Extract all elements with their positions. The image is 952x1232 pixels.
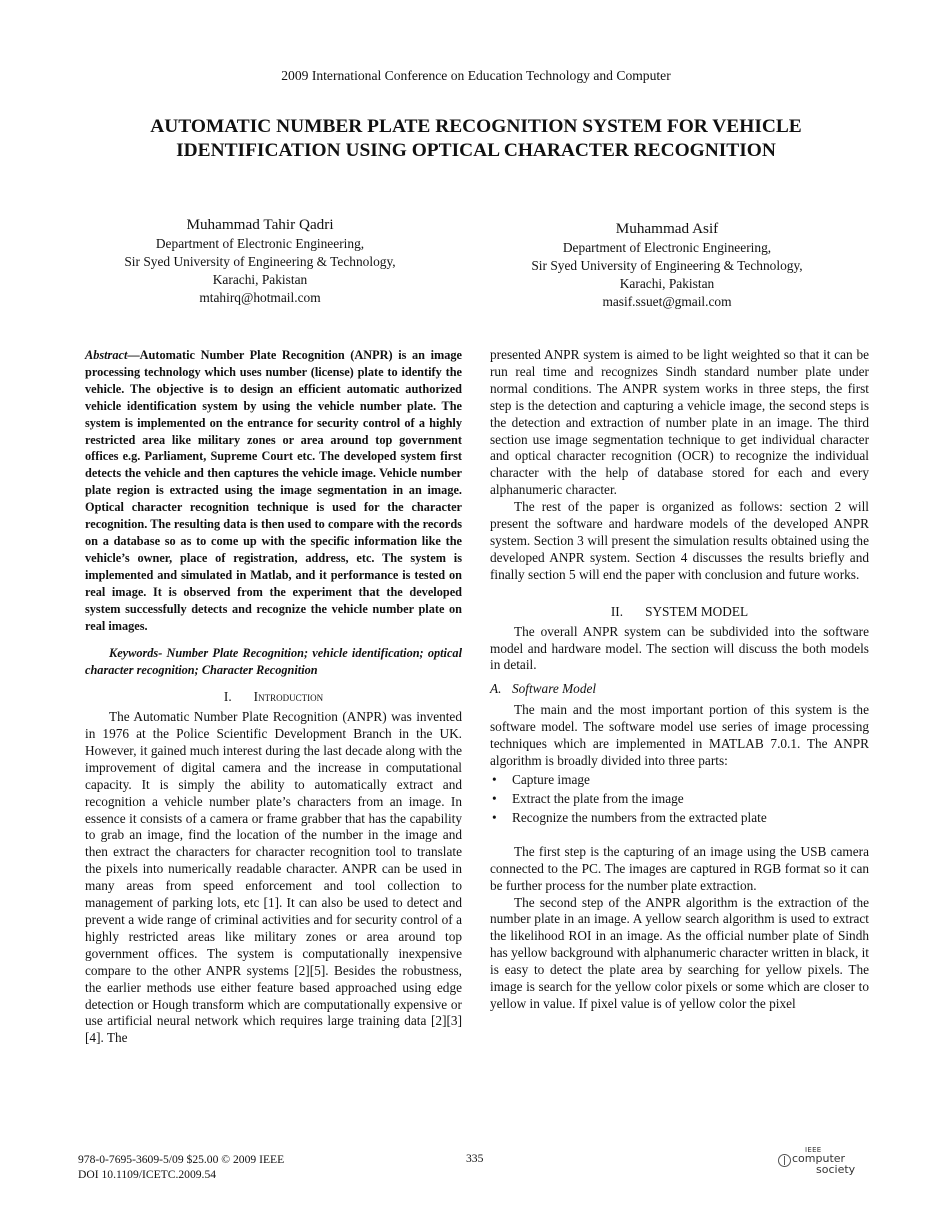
intro-paragraph-1-part-2: presented ANPR system is aimed to be light weighted so that it can be run real time and recognizes Sindh standard number plate under normal conditions. The ANPR system works in three steps, the first step is the detection and capturing a vehicle image, the second steps is the detection and extraction of number plate in an image. The third section use image segmentation technique to get individual character and optical character recognition (OCR) to recognize the individual character with the help of database stored for each and every alphanumeric character.: [490, 347, 869, 498]
author-university: Sir Syed University of Engineering & Technology,: [124, 254, 396, 269]
section-number: II.: [610, 603, 624, 619]
section-heading-introduction: [85, 689, 462, 706]
author-location: Karachi, Pakistan: [619, 276, 715, 291]
intro-paragraph-2: The rest of the paper is organized as follows: section 2 will present the software and hardware models of the developed ANPR system. Section 3 will present the simulation results obtained using the developed ANPR system. Section 4 discusses the results briefly and finally section 5 will end the paper with conclusion and future works.: [490, 499, 869, 582]
ieee-computer-society-logo: [778, 1146, 862, 1178]
footer-doi: DOI 10.1109/ICETC.2009.54: [78, 1168, 217, 1181]
abstract: [85, 347, 462, 634]
author-name: Muhammad Tahir Qadri: [186, 216, 334, 233]
footer-publication-info: [78, 1152, 284, 1182]
abstract-text: —Automatic Number Plate Recognition (ANPR) is an image processing technology which uses number (license) plate to identify the vehicle. The objective is to design an efficient automatic authorized vehicle identification system by using the vehicle number plate. The system is implemented on the entrance for security control of a highly restricted area like military zones or area around top government offices e.g. Parliament, Supreme Court etc. The developed system first detects the vehicle and then captures the vehicle image. Vehicle number plate region is extracted using the image segmentation in an image. Optical character recognition technique is used for the character recognition. The resulting data is then used to compare with the records on a database so as to come up with the specific information like the vehicle’s owner, place of registration, address, etc. The system is implemented and simulated in Matlab, and it performance is tested on real image. It is observed from the experiment that the developed system successfully detects and recognize the vehicle number plate on real images.: [85, 348, 462, 633]
spacer: [490, 827, 869, 844]
intro-paragraph-1-part-1: The Automatic Number Plate Recognition (ANPR) was invented in 1976 at the Police Scientific Development Branch in the UK. However, it gained much interest during the last decade along with the improvement of digital camera and the increase in computational capacity. It is simply the ability to automatically extract and recognition a vehicle number plate’s characters from an image. In essence it consists of a camera or frame grabber that has the capability to grab an image, find the location of the number in the image and then extract the characters for character recognition tool to translate the pixels into numerically readable character. ANPR can be used in many areas from speed enforcement and tool collection to management of parking lots, etc [1]. It can also be used to detect and prevent a wide range of criminal activities and for security control of a highly restricted areas like military zones or area around top government offices. The system is computationally inexpensive compare to the other ANPR systems [2][5]. Besides the robustness, the earlier methods use either feature based approached using edge detection or Hough transform which are computationally expensive or use artificial neural network which requires large training data [2][3][4]. The: [85, 709, 462, 1046]
subsection-title: Software Model: [512, 681, 597, 697]
section-heading-system-model: [490, 604, 869, 621]
right-column: [490, 347, 869, 1013]
subsection-number: A.: [490, 681, 502, 697]
paper-title: [60, 115, 892, 163]
software-model-paragraph-1: The main and the most important portion of this system is the software model. The software model use series of image processing techniques which are implemented in MATLAB 7.0.1. The ANPR algorithm is broadly divided into three parts:: [490, 702, 869, 768]
author-department: Department of Electronic Engineering,: [155, 236, 365, 251]
conference-header: 2009 International Conference on Education Technology and Computer: [281, 68, 671, 83]
paper-title-line-2: IDENTIFICATION USING OPTICAL CHARACTER RECOGNITION: [176, 140, 776, 161]
list-item: • Recognize the numbers from the extracted plate: [490, 808, 869, 827]
system-model-paragraph-1: The overall ANPR system can be subdivided into the software model and hardware model. The section will discuss the both models in detail.: [490, 623, 869, 673]
software-model-paragraph-2: The first step is the capturing of an image using the USB camera connected to the PC. The images are captured in RGB format so it can be further process for the number plate extraction.: [490, 843, 869, 893]
author-university: Sir Syed University of Engineering & Technology,: [531, 258, 803, 273]
author-email: mtahirq@hotmail.com: [199, 290, 321, 305]
author-email: masif.ssuet@gmail.com: [602, 294, 732, 309]
section-title: SYSTEM MODEL: [645, 603, 749, 619]
logo-line-3: society: [816, 1163, 856, 1176]
abstract-label: Abstract: [85, 348, 128, 362]
algorithm-steps-list: [490, 770, 869, 827]
left-column: [85, 347, 462, 1047]
author-department: Department of Electronic Engineering,: [562, 240, 772, 255]
subsection-heading-software-model: [490, 681, 869, 698]
list-item: • Extract the plate from the image: [490, 789, 869, 808]
logo-line-1: IEEE: [805, 1146, 822, 1154]
paper-title-line-1: AUTOMATIC NUMBER PLATE RECOGNITION SYSTEM FOR VEHICLE: [150, 116, 802, 137]
page-number: 335: [466, 1152, 484, 1165]
logo-line-2: computer: [792, 1152, 846, 1165]
section-title: Introduction: [253, 689, 324, 705]
author-block-2: [487, 218, 847, 311]
section-number: I.: [223, 689, 232, 705]
ieee-emblem-icon: [778, 1154, 791, 1167]
author-name: Muhammad Asif: [615, 220, 719, 237]
list-item: • Capture image: [490, 770, 869, 789]
author-location: Karachi, Pakistan: [212, 272, 308, 287]
software-model-paragraph-3: The second step of the ANPR algorithm is the extraction of the number plate in an image. A yellow search algorithm is used to extract the likelihood ROI in an image. As the official number plate of Sindh has yellow background with alphanumeric character written in black, it is easy to detect the plate area by searching for yellow pixels. The image is search for the yellow color pixels or some which are closer to yellow in value. If pixel value is of yellow color the pixel: [490, 894, 869, 1011]
footer-isbn: 978-0-7695-3609-5/09 $25.00 © 2009 IEEE: [78, 1153, 285, 1166]
keywords: Keywords- Number Plate Recognition; vehicle identification; optical character recognition; Character Recognition: [85, 646, 462, 678]
author-block-1: [80, 214, 440, 307]
